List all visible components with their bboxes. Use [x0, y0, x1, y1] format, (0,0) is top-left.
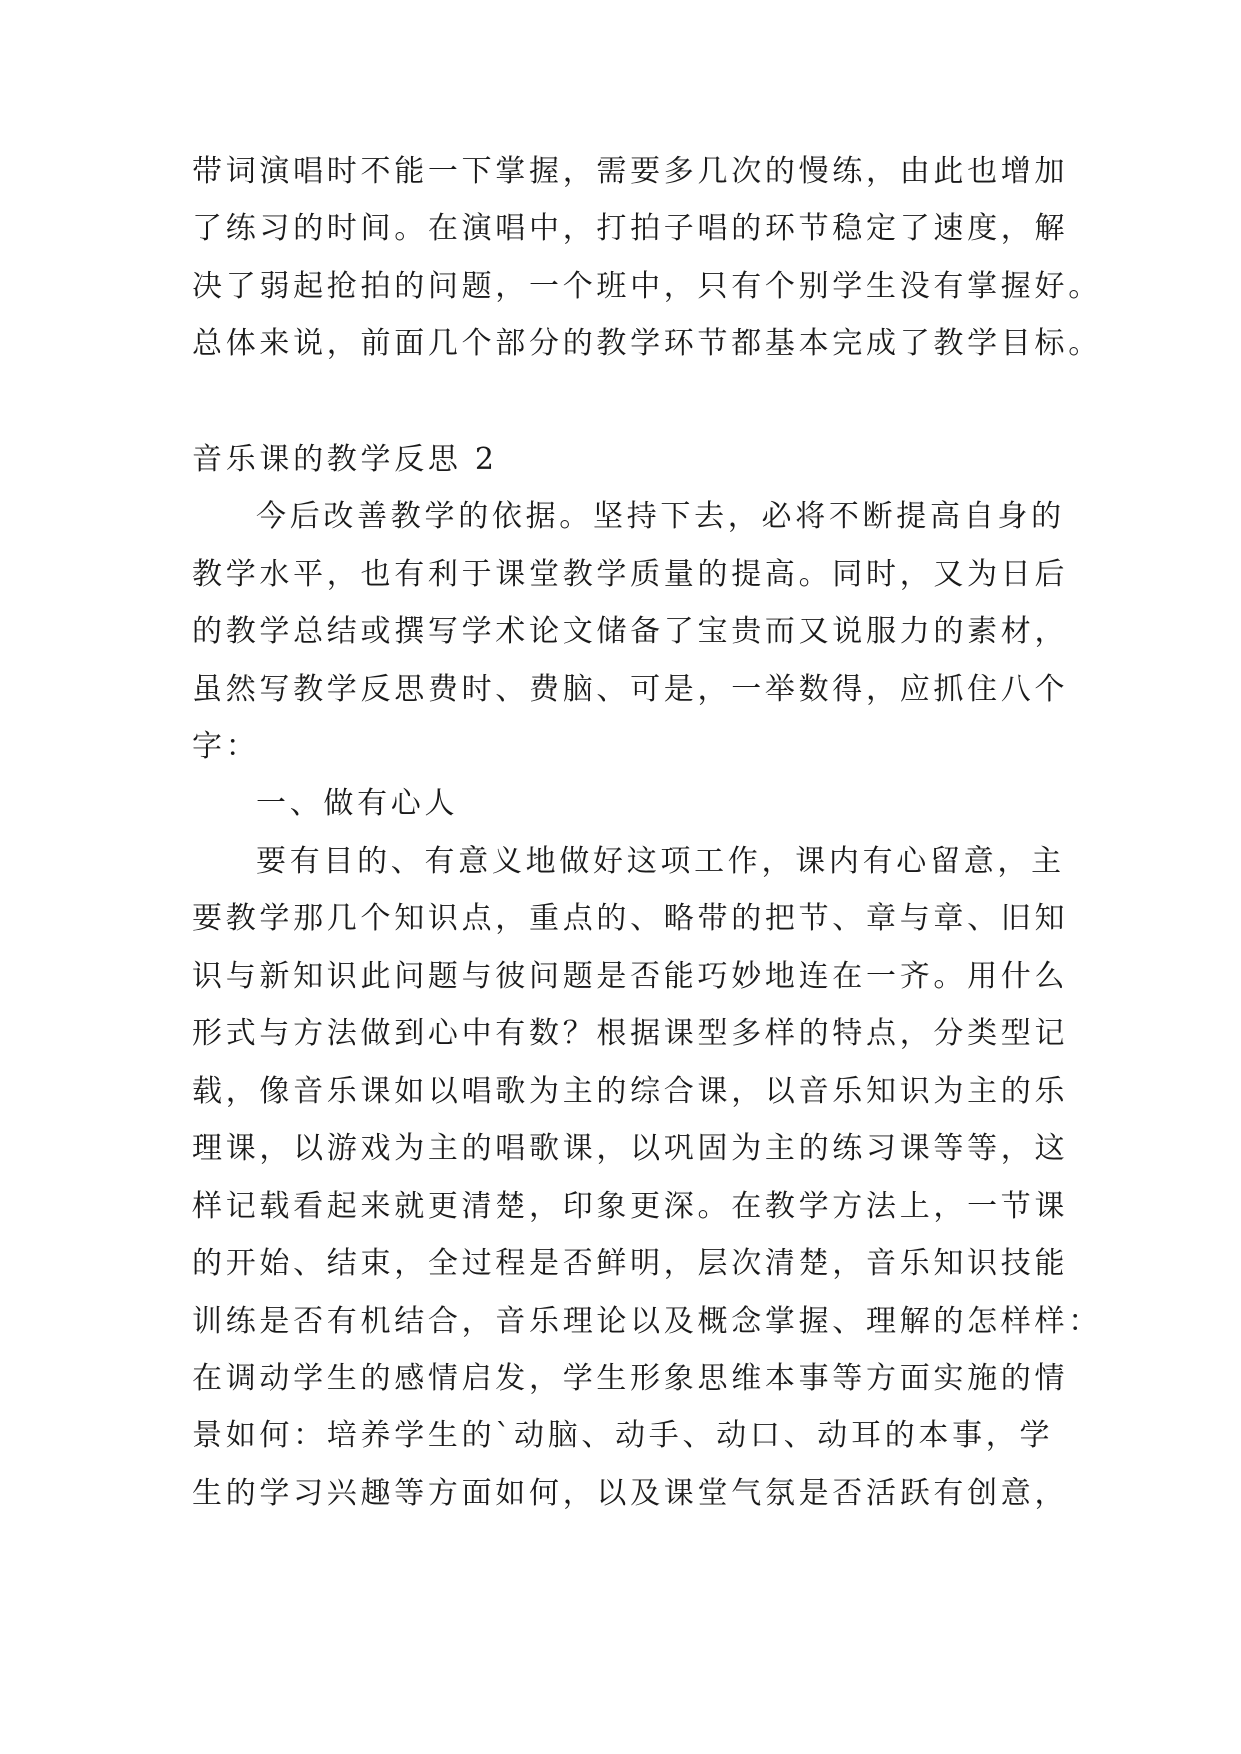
paragraph-1-line-4: 总体来说，前面几个部分的教学环节都基本完成了教学目标。: [192, 326, 1102, 361]
paragraph-3-line-4: 形式与方法做到心中有数？根据课型多样的特点，分类型记: [192, 1016, 1069, 1051]
subheading: 一、做有心人: [256, 786, 459, 821]
paragraph-3-line-9: 训练是否有机结合，音乐理论以及概念掌握、理解的怎样样：: [192, 1304, 1102, 1339]
paragraph-1-line-1: 带词演唱时不能一下掌握，需要多几次的慢练，由此也增加: [192, 154, 1069, 189]
paragraph-2-line-3: 的教学总结或撰写学术论文储备了宝贵而又说服力的素材，: [192, 614, 1069, 649]
paragraph-3-line-2: 要教学那几个知识点，重点的、略带的把节、章与章、旧知: [192, 901, 1069, 936]
paragraph-3-line-11: 景如何：培养学生的`动脑、动手、动口、动耳的本事，学: [192, 1418, 1054, 1453]
paragraph-3-line-12: 生的学习兴趣等方面如何，以及课堂气氛是否活跃有创意，: [192, 1476, 1069, 1511]
paragraph-3-line-6: 理课，以游戏为主的唱歌课，以巩固为主的练习课等等，这: [192, 1131, 1069, 1166]
paragraph-3-line-7: 样记载看起来就更清楚，印象更深。在教学方法上，一节课: [192, 1189, 1069, 1224]
paragraph-3-line-8: 的开始、结束，全过程是否鲜明，层次清楚，音乐知识技能: [192, 1246, 1069, 1281]
paragraph-3-line-1: 要有目的、有意义地做好这项工作，课内有心留意，主: [256, 844, 1065, 879]
paragraph-3-line-3: 识与新知识此问题与彼问题是否能巧妙地连在一齐。用什么: [192, 959, 1069, 994]
paragraph-2-line-2: 教学水平，也有利于课堂教学质量的提高。同时，又为日后: [192, 557, 1069, 592]
paragraph-2-line-1: 今后改善教学的依据。坚持下去，必将不断提高自身的: [256, 499, 1065, 534]
paragraph-2-line-4: 虽然写教学反思费时、费脑、可是，一举数得，应抓住八个: [192, 672, 1069, 707]
paragraph-3-line-10: 在调动学生的感情启发，学生形象思维本事等方面实施的情: [192, 1361, 1069, 1396]
paragraph-1-line-2: 了练习的时间。在演唱中，打拍子唱的环节稳定了速度，解: [192, 211, 1069, 246]
section-title: 音乐课的教学反思 2: [192, 442, 498, 477]
paragraph-1-line-3: 决了弱起抢拍的问题，一个班中，只有个别学生没有掌握好。: [192, 269, 1102, 304]
paragraph-2-line-5: 字：: [192, 729, 260, 764]
paragraph-3-line-5: 载，像音乐课如以唱歌为主的综合课，以音乐知识为主的乐: [192, 1074, 1069, 1109]
